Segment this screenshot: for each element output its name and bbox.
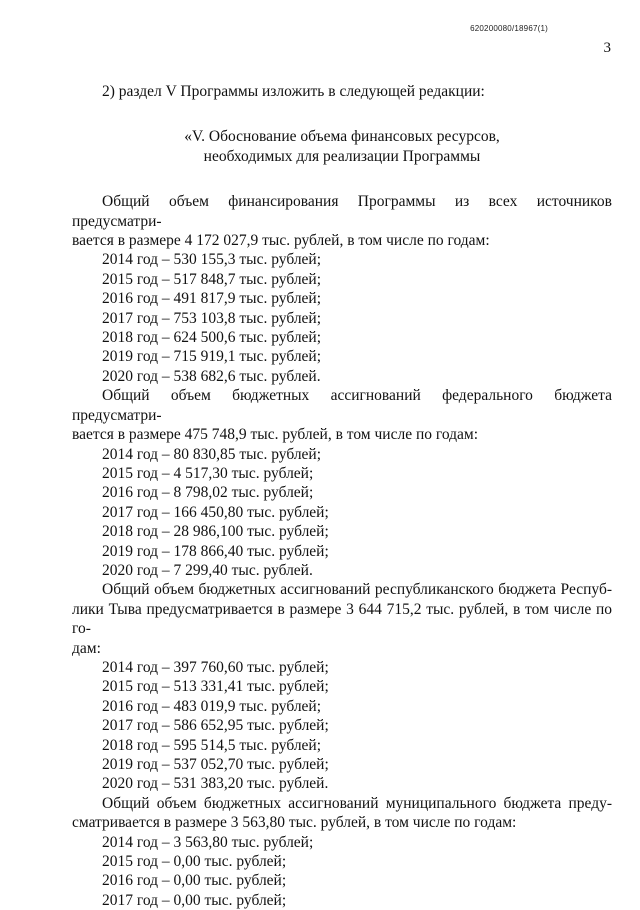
year-item: 2020 год – 531 383,20 тыс. рублей. bbox=[102, 775, 329, 793]
paragraph-line: дам: bbox=[72, 639, 101, 657]
year-item: 2019 год – 537 052,70 тыс. рублей; bbox=[102, 756, 329, 773]
paragraph-line: Общий объем бюджетных ассигнований федерального бюджета предусматри- bbox=[72, 387, 612, 424]
year-item: 2014 год – 397 760,60 тыс. рублей; bbox=[102, 658, 329, 676]
year-item: 2014 год – 530 155,3 тыс. рублей; bbox=[102, 251, 322, 269]
year-item: 2018 год – 28 986,100 тыс. рублей; bbox=[102, 523, 329, 541]
year-item: 2017 год – 586 652,95 тыс. рублей; bbox=[102, 717, 329, 735]
paragraph-line: лики Тыва предусматривается в размере 3 644 715,2 тыс. рублей, в том числе по го- bbox=[72, 600, 612, 638]
paragraph-line: Общий объем бюджетных ассигнований муниципального бюджета преду- bbox=[102, 794, 612, 812]
year-item: 2019 год – 715 919,1 тыс. рублей; bbox=[102, 348, 322, 366]
paragraph-line: Общий объем финансирования Программы из всех источников предусматри- bbox=[72, 193, 612, 230]
year-item: 2017 год – 166 450,80 тыс. рублей; bbox=[102, 503, 329, 521]
year-list bbox=[72, 445, 612, 581]
intro-paragraph: 2) раздел V Программы изложить в следующей редакции: bbox=[102, 83, 485, 100]
paragraph-line: вается в размере 4 172 027,9 тыс. рублей, в том числе по годам: bbox=[72, 232, 490, 250]
funding-paragraph bbox=[72, 580, 612, 658]
paragraph-line: вается в размере 475 748,9 тыс. рублей, в том числе по годам: bbox=[72, 426, 479, 444]
year-item: 2015 год – 4 517,30 тыс. рублей; bbox=[102, 464, 314, 482]
document-id: 620200080/18967(1) bbox=[470, 24, 548, 33]
year-item: 2015 год – 513 331,41 тыс. рублей; bbox=[102, 678, 329, 696]
year-item: 2016 год – 491 817,9 тыс. рублей; bbox=[102, 290, 322, 308]
section-title bbox=[72, 127, 612, 166]
funding-paragraph bbox=[72, 794, 612, 833]
year-item: 2016 год – 8 798,02 тыс. рублей; bbox=[102, 484, 314, 502]
funding-blocks bbox=[72, 192, 612, 910]
year-item: 2016 год – 0,00 тыс. рублей; bbox=[102, 872, 287, 890]
year-item: 2018 год – 624 500,6 тыс. рублей; bbox=[102, 329, 322, 347]
section-title-line-1: «V. Обоснование объема финансовых ресурсов, bbox=[184, 128, 500, 146]
paragraph-line: Общий объем бюджетных ассигнований республиканского бюджета Респуб- bbox=[102, 581, 612, 599]
funding-paragraph bbox=[72, 386, 612, 444]
funding-paragraph bbox=[72, 192, 612, 250]
year-list bbox=[72, 658, 612, 794]
year-item: 2015 год – 517 848,7 тыс. рублей; bbox=[102, 270, 322, 288]
year-list bbox=[72, 833, 612, 910]
year-item: 2016 год – 483 019,9 тыс. рублей; bbox=[102, 697, 322, 715]
section-title-line-2: необходимых для реализации Программы bbox=[203, 147, 481, 165]
document-body bbox=[72, 82, 612, 910]
year-item: 2014 год – 3 563,80 тыс. рублей; bbox=[102, 833, 314, 851]
year-item: 2018 год – 595 514,5 тыс. рублей; bbox=[102, 736, 322, 754]
year-item: 2019 год – 178 866,40 тыс. рублей; bbox=[102, 542, 329, 560]
paragraph-line: сматривается в размере 3 563,80 тыс. рублей, в том числе по годам: bbox=[72, 814, 517, 832]
year-item: 2014 год – 80 830,85 тыс. рублей; bbox=[102, 445, 322, 463]
year-item: 2020 год – 538 682,6 тыс. рублей. bbox=[102, 367, 321, 385]
year-item: 2017 год – 0,00 тыс. рублей; bbox=[102, 891, 287, 909]
year-item: 2020 год – 7 299,40 тыс. рублей. bbox=[102, 561, 313, 579]
year-item: 2017 год – 753 103,8 тыс. рублей; bbox=[102, 309, 322, 327]
page-number: 3 bbox=[603, 40, 611, 56]
year-item: 2015 год – 0,00 тыс. рублей; bbox=[102, 853, 287, 871]
year-list bbox=[72, 250, 612, 386]
